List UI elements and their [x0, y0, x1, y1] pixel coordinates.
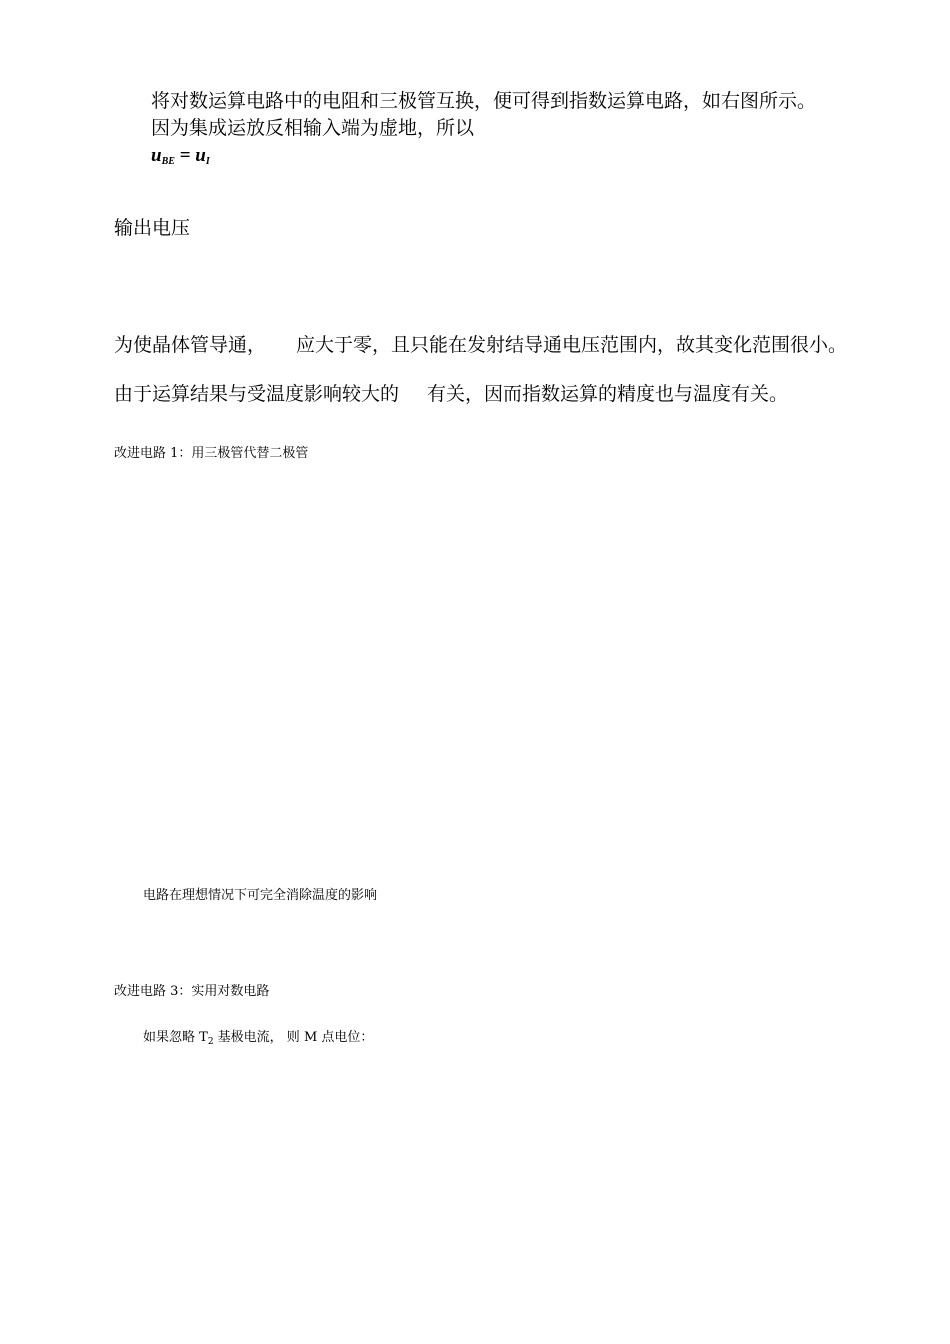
paragraph-m-point-potential	[143, 1031, 373, 1047]
paragraph-temperature-elimination: 电路在理想情况下可完全消除温度的影响	[143, 888, 378, 903]
heading-improved-circuit-3: 改进电路 3：实用对数电路	[114, 984, 270, 999]
paragraph-transistor-conduction-part2: 应大于零，且只能在发射结导通电压范围内，故其变化范围很小。	[296, 334, 848, 356]
paragraph-m-point-part2: 基极电流， 则 M 点电位：	[213, 1030, 374, 1045]
formula-rhs: u	[195, 145, 206, 166]
paragraph-temperature-accuracy-part2: 有关，因而指数运算的精度也与温度有关。	[427, 383, 789, 405]
formula-lhs-subscript: BE	[161, 156, 175, 167]
paragraph-transistor-conduction-part1: 为使晶体管导通，	[114, 334, 267, 356]
formula-ube-equals-ui	[151, 146, 210, 167]
paragraph-temperature-accuracy-part1: 由于运算结果与受温度影响较大的	[114, 383, 400, 405]
paragraph-virtual-ground: 因为集成运放反相输入端为虚地，所以	[151, 117, 475, 139]
formula-lhs: u	[151, 145, 162, 166]
paragraph-output-voltage: 输出电压	[114, 217, 191, 239]
paragraph-m-point-subscript: 2	[207, 1037, 214, 1047]
formula-equals: =	[174, 145, 196, 166]
paragraph-temperature-accuracy	[114, 385, 788, 404]
paragraph-transistor-conduction	[114, 336, 847, 355]
heading-improved-circuit-1: 改进电路 1：用三极管代替二极管	[114, 446, 309, 461]
paragraph-m-point-part1: 如果忽略 T	[143, 1030, 208, 1045]
formula-rhs-subscript: I	[205, 156, 210, 167]
paragraph-exponential-circuit-intro: 将对数运算电路中的电阻和三极管互换，便可得到指数运算电路，如右图所示。	[151, 90, 817, 112]
